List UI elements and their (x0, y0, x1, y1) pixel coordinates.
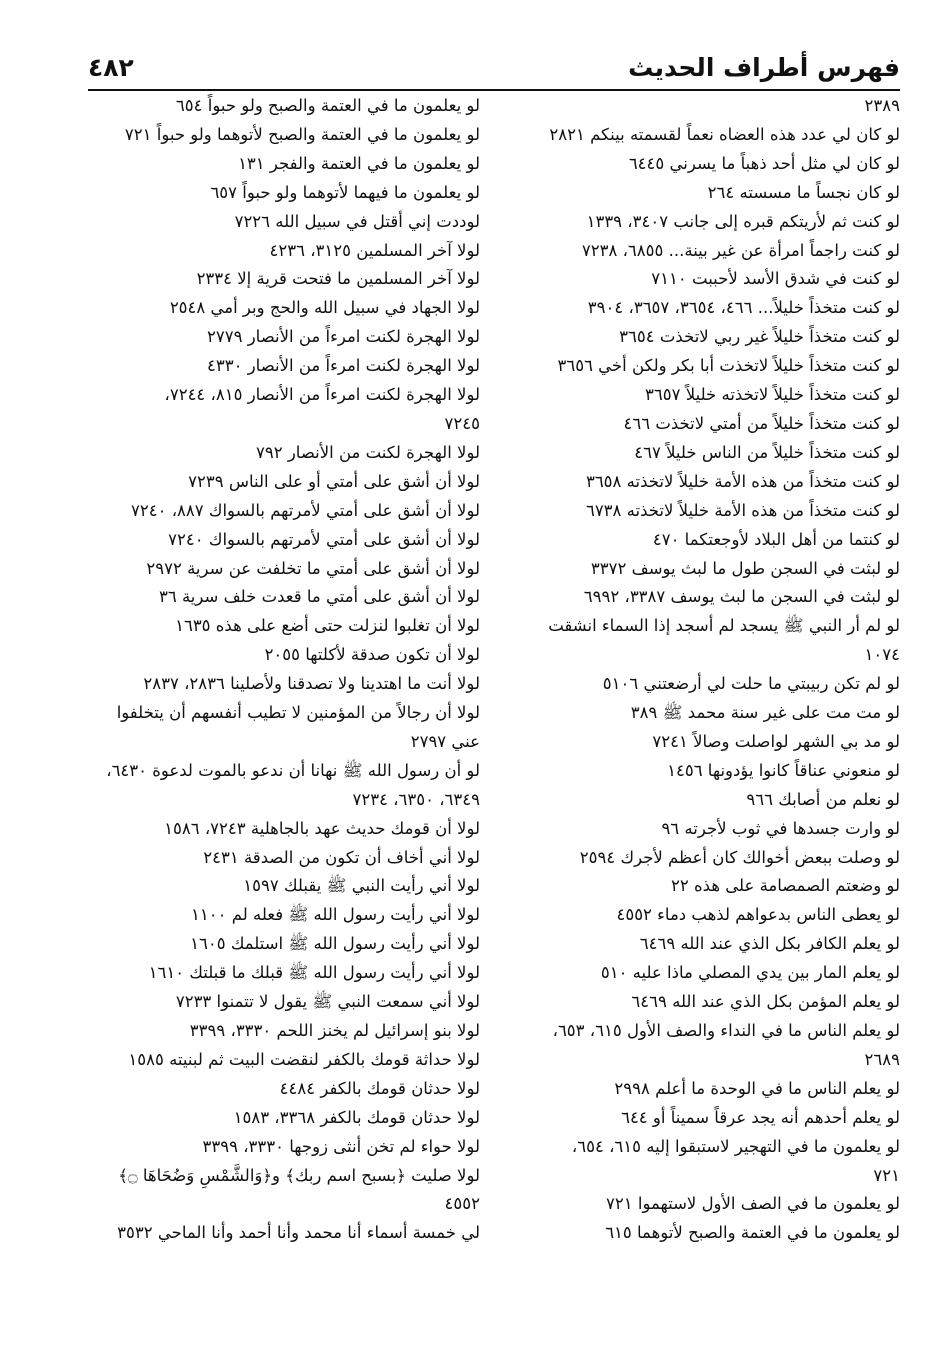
index-entry: لولا أني أخاف أن تكون من الصدقة ٢٤٣١ (203, 847, 480, 867)
index-entry: عني ٢٧٩٧ (410, 731, 480, 751)
index-entry: لو يعلم المار بين يدي المصلي ماذا عليه ٥١٠ (600, 963, 900, 983)
index-entry: لولا أن أشق على أمتي ما قعدت خلف سرية ٣٦ (158, 587, 480, 607)
index-entry: لو كنت متخذاً خليلاً... ٤٦٦، ٣٦٥٤، ٣٦٥٧، ٣٩٠٤ (587, 298, 900, 318)
index-entry: لو كنت ثم لأريتكم قبره إلى جانب ٣٤٠٧، ١٣٣٩ (586, 211, 900, 231)
index-entry: لو كنت متخذاً خليلاً من الناس خليلاً ٤٦٧ (634, 442, 900, 462)
index-entry: لولا أن قومك حديث عهد بالجاهلية ٧٢٤٣، ١٥٨٦ (164, 818, 480, 838)
index-entry: لو أن رسول الله ﷺ نهانا أن ندعو بالموت لدعوة ٦٤٣٠، (106, 760, 480, 780)
index-entry: لولا الهجرة لكنت امرءاً من الأنصار ٨١٥، ٧٢٤٤، (164, 385, 480, 405)
index-entry: لولا صليت ﴿بسبح اسم ربك﴾ و﴿وَالشَّمْسِ وَضُحَاهَا ۝﴾ (118, 1165, 480, 1185)
index-entry: ٦٣٤٩، ٦٣٥٠، ٧٢٣٤ (352, 789, 480, 809)
index-entry: لو يعلمون ما في العتمة والصبح لأتوهما ٦١٥ (605, 1223, 900, 1243)
index-entry: ٢٣٨٩ (864, 96, 900, 115)
index-entry: لو يعلمون ما في العتمة والصبح ولو حبواً ٦٥٤ (175, 96, 480, 115)
index-entry: لولا أني رأيت رسول الله ﷺ قبلك ما قبلتك ١٦١٠ (148, 963, 480, 983)
index-entry: لو كان لي مثل أحد ذهباً ما يسرني ٦٤٤٥ (628, 153, 900, 173)
index-entry: لولا أن أشق على أمتي ما تخلفت عن سرية ٢٩٧٢ (146, 558, 480, 578)
index-entry: لولا آخر المسلمين ما فتحت قرية إلا ٢٣٣٤ (196, 269, 480, 289)
index-entry: لوددت إني أقتل في سبيل الله ٧٢٢٦ (234, 211, 480, 231)
index-entry: لولا أني رأيت رسول الله ﷺ فعله لم ١١٠٠ (191, 905, 480, 925)
index-entry: لو يعلم المؤمن بكل الذي عند الله ٦٤٦٩ (631, 992, 900, 1012)
index-entry: لو لبثت في السجن ما لبث يوسف ٣٣٨٧، ٦٩٩٢ (583, 587, 900, 607)
index-entry: لو كنت متخذاً خليلاً لاتخذت أبا بكر ولكن أخي ٣٦٥٦ (557, 356, 900, 376)
running-title: فهرس أطراف الحديث (628, 53, 900, 82)
index-entry: لو كنت في شدق الأسد لأحببت ٧١١٠ (651, 269, 900, 289)
page-number: ٤٨٢ (88, 53, 134, 82)
index-entry: لولا أن رجالاً من المؤمنين لا تطيب أنفسهم أن يتخلفوا (116, 703, 480, 723)
index-entry: ٧٢٤٥ (444, 413, 480, 433)
index-columns (88, 92, 900, 1291)
index-entry: لو كنت راجماً امرأة عن غير بينة... ٦٨٥٥، ٧٢٣٨ (581, 240, 900, 260)
index-entry: لو كنت متخذاً من هذه الأمة خليلاً لاتخذته ٣٦٥٨ (585, 471, 900, 491)
index-entry: لو كان لي عدد هذه العضاه نعماً لقسمته بينكم ٢٨٢١ (549, 124, 900, 144)
index-entry: لولا الهجرة لكنت من الأنصار ٧٩٢ (255, 442, 480, 462)
index-entry: لو كنت متخذاً خليلاً غير ربي لاتخذت ٣٦٥٤ (619, 327, 900, 347)
index-entry: لولا الهجرة لكنت امرءاً من الأنصار ٢٧٧٩ (207, 327, 480, 347)
right-column (508, 92, 900, 1291)
index-entry: لو كنت متخذاً من هذه الأمة خليلاً لاتخذته ٦٧٣٨ (585, 500, 900, 520)
index-entry: لو وضعتم الصمصامة على هذه ٢٢ (671, 876, 900, 896)
index-entry: لو يعلم أحدهم أنه يجد عرقاً سميناً أو ٦٤٤ (621, 1107, 900, 1127)
index-entry: لو كنتما من أهل البلاد لأوجعتكما ٤٧٠ (652, 529, 900, 549)
index-entry: لو يعلمون ما فيهما لأتوهما ولو حبواً ٦٥٧ (210, 182, 480, 202)
index-entry: ٧٢١ (873, 1165, 900, 1185)
index-entry: لو يعلمون ما في الصف الأول لاستهموا ٧٢١ (606, 1194, 900, 1214)
index-entry: لو لم تكن ربيبتي ما حلت لي أرضعتني ٥١٠٦ (602, 674, 900, 694)
index-entry: لو كنت متخذاً خليلاً لاتخذته خليلاً ٣٦٥٧ (645, 385, 900, 405)
index-entry: لو مد بي الشهر لواصلت وصالاً ٧٢٤١ (652, 731, 900, 751)
index-entry: لو لبثت في السجن طول ما لبث يوسف ٣٣٧٢ (590, 558, 900, 578)
index-entry: لو يعلم الناس ما في النداء والصف الأول ٦١٥، ٦٥٣، (552, 1021, 900, 1040)
index-entry: لو يعلمون ما في العتمة والصبح لأتوهما ولو حبواً ٧٢١ (124, 124, 480, 144)
index-entry: لولا حدثان قومك بالكفر ٤٤٨٤ (279, 1078, 480, 1098)
left-column (88, 92, 480, 1291)
index-entry: لو يعلمون ما في العتمة والفجر ١٣١ (238, 153, 480, 173)
page-header (88, 40, 900, 82)
index-entry: لو مت مت على غير سنة محمد ﷺ ٣٨٩ (630, 703, 900, 723)
index-entry: لولا أني سمعت النبي ﷺ يقول لا تتمنوا ٧٢٣٣ (175, 992, 480, 1012)
index-entry: ٢٦٨٩ (864, 1049, 900, 1069)
index-entry: لولا حدثان قومك بالكفر ٣٣٦٨، ١٥٨٣ (233, 1107, 480, 1127)
header-rule (88, 89, 900, 91)
index-entry: لو كنت متخذاً خليلاً من أمتي لاتخذت ٤٦٦ (623, 413, 900, 433)
index-entry: لو وصلت ببعض أخوالك كان أعظم لأجرك ٢٥٩٤ (579, 847, 900, 867)
index-entry: لولا أن أشق على أمتي أو على الناس ٧٢٣٩ (188, 471, 480, 491)
index-entry: لولا أني رأيت رسول الله ﷺ استلمك ١٦٠٥ (190, 934, 480, 954)
index-entry: لولا الجهاد في سبيل الله والحج وبر أمي ٢٥٤٨ (169, 298, 480, 318)
index-entry: لو وارت جسدها في ثوب لأجرته ٩٦ (661, 818, 900, 838)
index-entry: لو يعلمون ما في التهجير لاستبقوا إليه ٦١٥، ٦٥٤، (571, 1136, 900, 1156)
index-entry: لولا أن أشق على أمتي لأمرتهم بالسواك ٨٨٧، ٧٢٤٠ (131, 500, 480, 520)
index-entry: لو منعوني عناقاً كانوا يؤدونها ١٤٥٦ (667, 760, 900, 780)
index-entry: لولا أنت ما اهتدينا ولا تصدقنا ولأصلينا ٢٨٣٦، ٢٨٣٧ (143, 674, 480, 694)
index-entry: لولا آخر المسلمين ٣١٢٥، ٤٢٣٦ (269, 240, 480, 260)
index-entry: لو كان نجساً ما مسسته ٢٦٤ (707, 182, 900, 202)
index-entry: لولا أن أشق على أمتي لأمرتهم بالسواك ٧٢٤٠ (168, 529, 480, 549)
index-entry: لو يعلم الكافر بكل الذي عند الله ٦٤٦٩ (639, 934, 900, 954)
index-entry: لو نعلم من أصابك ٩٦٦ (746, 789, 900, 809)
index-entry: لولا بنو إسرائيل لم يخنز اللحم ٣٣٣٠، ٣٣٩٩ (189, 1021, 480, 1040)
index-entry: لو لم أر النبي ﷺ يسجد لم أسجد إذا السماء انشقت (548, 616, 900, 636)
index-entry: ٤٥٥٢ (444, 1194, 480, 1214)
index-entry: لولا حواء لم تخن أنثى زوجها ٣٣٣٠، ٣٣٩٩ (202, 1136, 480, 1156)
index-entry: ١٠٧٤ (864, 645, 900, 665)
index-entry: لولا أني رأيت النبي ﷺ يقبلك ١٥٩٧ (243, 876, 480, 896)
index-entry: لولا أن تغلبوا لنزلت حتى أضع على هذه ١٦٣٥ (175, 616, 480, 636)
index-entry: لو يعلم الناس ما في الوحدة ما أعلم ٢٩٩٨ (614, 1078, 900, 1098)
index-entry: لولا أن تكون صدقة لأكلتها ٢٠٥٥ (264, 645, 480, 665)
index-entry: لي خمسة أسماء أنا محمد وأنا أحمد وأنا الماحي ٣٥٣٢ (117, 1223, 480, 1243)
index-entry: لو يعطى الناس بدعواهم لذهب دماء ٤٥٥٢ (616, 905, 900, 925)
index-entry: لولا الهجرة لكنت امرءاً من الأنصار ٤٣٣٠ (207, 356, 480, 376)
index-entry: لولا حداثة قومك بالكفر لنقضت البيت ثم لبنيته ١٥٨٥ (128, 1049, 480, 1069)
